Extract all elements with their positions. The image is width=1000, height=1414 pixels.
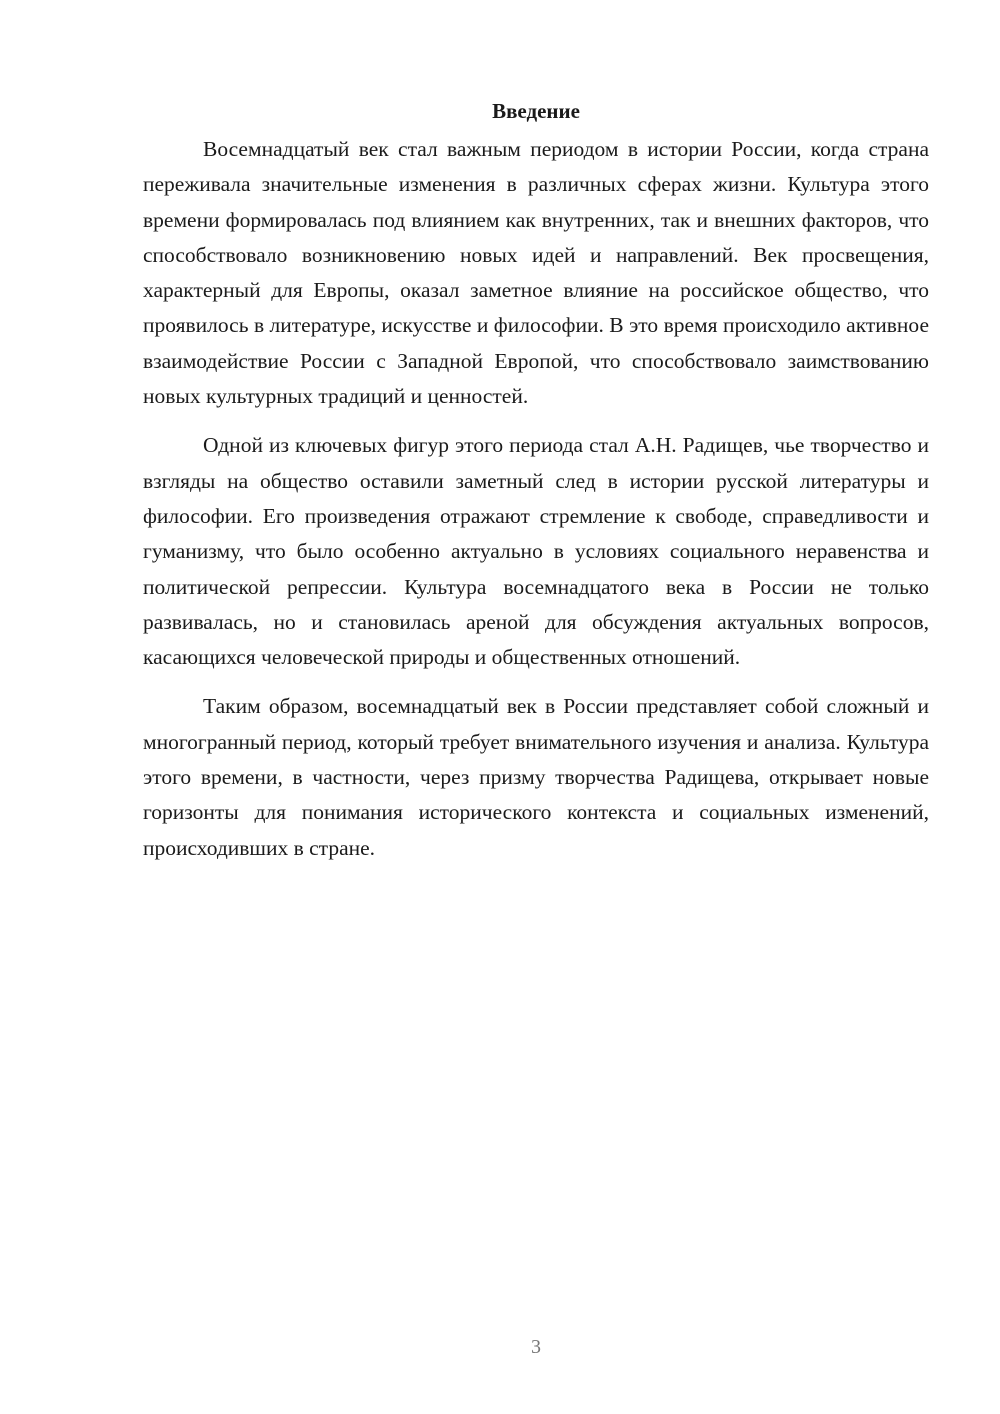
paragraph-2: Одной из ключевых фигур этого периода стал А.Н. Радищев, чье творчество и взгляды на общество оставили заметный след в истории русской литературы и философии. Его произведения отражают стремление к свободе, справедливости и гуманизму, что было особенно актуально в условиях социального неравенства и политической репрессии. Культура восемнадцатого века в России не только развивалась, но и становилась ареной для обсуждения актуальных вопросов, касающихся человеческой природы и общественных отношений. [143, 433, 929, 670]
paragraph-1: Восемнадцатый век стал важным периодом в истории России, когда страна переживала значительные изменения в различных сферах жизни. Культура этого времени формировалась под влиянием как внутренних, так и внешних факторов, что способствовало возникновению новых идей и направлений. Век просвещения, характерный для Европы, оказал заметное влияние на российское общество, что проявилось в литературе, искусстве и философии. В это время происходило активное взаимодействие России с Западной Европой, что способствовало заимствованию новых культурных традиций и ценностей. [143, 137, 929, 409]
paragraph-3: Таким образом, восемнадцатый век в России представляет собой сложный и многогранный период, который требует внимательного изучения и анализа. Культура этого времени, в частности, через призму творчества Радищева, открывает новые горизонты для понимания исторического контекста и социальных изменений, происходивших в стране. [143, 694, 929, 860]
page-number: 3 [531, 1336, 541, 1358]
page-body [143, 90, 929, 880]
section-title: Введение [492, 99, 580, 123]
